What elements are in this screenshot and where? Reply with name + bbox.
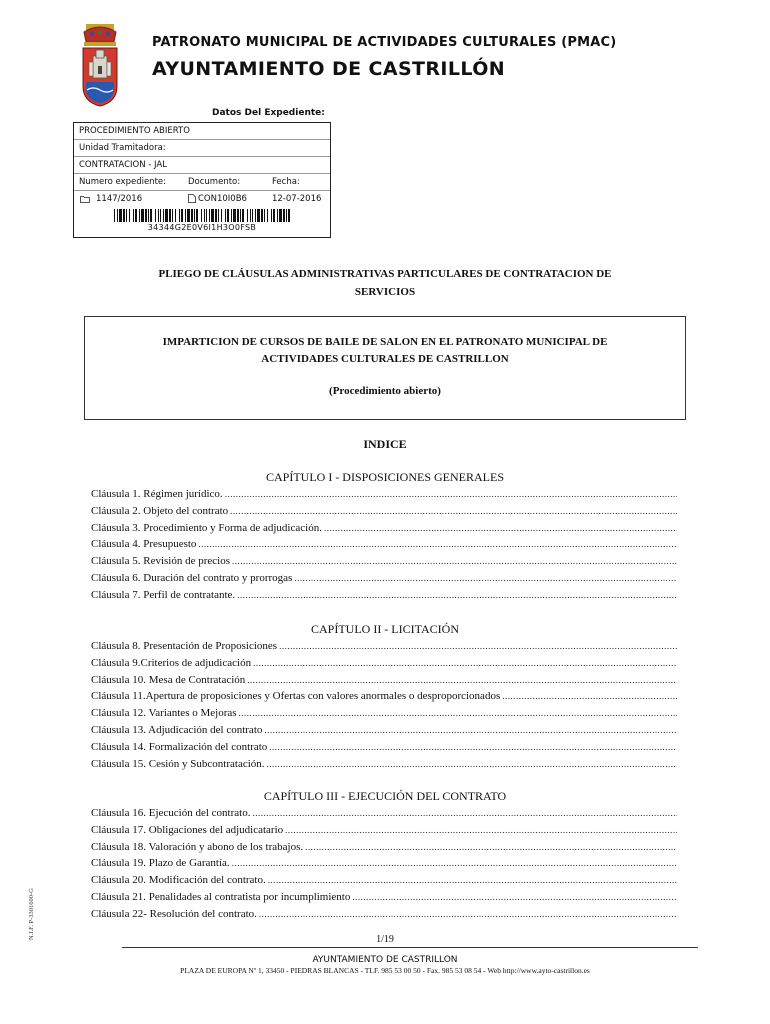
procedure-value: PROCEDIMIENTO ABIERTO (79, 126, 190, 136)
document-icon (188, 194, 196, 203)
barcode-bar (242, 209, 244, 222)
documento-value: CON10I0B6 (198, 194, 247, 204)
barcode (114, 209, 292, 222)
barcode-bar (279, 209, 282, 222)
chapter-2-title: CAPÍTULO II - LICITACIÓN (310, 622, 459, 636)
unit-label-row (74, 140, 330, 157)
page-number: 1/19 (376, 934, 394, 945)
barcode-bar (201, 209, 202, 222)
barcode-bar (129, 209, 130, 222)
barcode-bar (175, 209, 176, 222)
barcode-bar (158, 209, 159, 222)
barcode-bar (237, 209, 239, 222)
barcode-bar (218, 209, 219, 222)
document-title (95, 265, 675, 301)
barcode-bar (250, 209, 251, 222)
barcode-bar (172, 209, 173, 222)
chapter-3-list (91, 805, 677, 923)
barcode-bar (117, 209, 118, 222)
barcode-bar (194, 209, 195, 222)
barcode-bar (196, 209, 198, 222)
barcode-bar (233, 209, 236, 222)
toc-item: Cláusula 3. Procedimiento y Forma de adjudicación. ..... (91, 520, 677, 537)
barcode-bar (139, 209, 140, 222)
barcode-bar (163, 209, 164, 222)
barcode-bar (133, 209, 134, 222)
barcode-bar (150, 209, 152, 222)
barcode-bar (135, 209, 137, 222)
document-title-line-2: SERVICIOS (354, 286, 416, 298)
toc-item: Cláusula 7. Perfil de contratante. ..... (91, 587, 677, 604)
barcode-bar (271, 209, 272, 222)
toc-item: Cláusula 5. Revisión de precios ..... (91, 553, 677, 570)
documento-label: Documento: (188, 177, 241, 187)
nif-side-text (20, 880, 40, 940)
coat-of-arms-logo (78, 22, 122, 108)
columns-value-row (74, 191, 330, 207)
toc-item: Cláusula 1. Régimen jurídico. ..... (91, 486, 677, 503)
columns-label-row (74, 174, 330, 191)
num-expediente-value: 1147/2016 (96, 194, 143, 204)
barcode-bar (119, 209, 122, 222)
barcode-bar (126, 209, 127, 222)
barcode-bar (155, 209, 156, 222)
toc-item: Cláusula 12. Variantes o Mejoras ..... (91, 705, 677, 722)
toc-item: Cláusula 19. Plazo de Garantía. ..... (91, 855, 677, 872)
barcode-bar (187, 209, 190, 222)
barcode-bar (181, 209, 183, 222)
barcode-bar (141, 209, 144, 222)
unit-value-row (74, 157, 330, 174)
barcode-bar (209, 209, 210, 222)
subject-title-line-1: IMPARTICION DE CURSOS DE BAILE DE SALON EN EL PATRONATO MUNICIPAL DE (162, 336, 608, 348)
barcode-bar (148, 209, 149, 222)
expediente-box (73, 122, 331, 238)
toc-item: Cláusula 20. Modificación del contrato. ..... (91, 872, 677, 889)
barcode-bar (252, 209, 253, 222)
chapter-1-list (91, 486, 677, 604)
footer-divider (122, 947, 698, 948)
barcode-bar (227, 209, 229, 222)
subject-title (105, 334, 665, 368)
toc-item: Cláusula 10. Mesa de Contratación ..... (91, 672, 677, 689)
barcode-bar (179, 209, 180, 222)
fecha-label: Fecha: (272, 177, 300, 187)
barcode-bar (261, 209, 263, 222)
barcode-bar (264, 209, 265, 222)
toc-item: Cláusula 15. Cesión y Subcontratación. ..... (91, 756, 677, 773)
nif-text: N.I.F. P-3301600-G (28, 888, 35, 940)
barcode-bar (206, 209, 207, 222)
footer-address: PLAZA DE EUROPA Nº 1, 33450 - PIEDRAS BLANCAS - TLF. 985 53 00 50 - Fax. 985 53 08 54 - Web http://www.ayto-castrillon.es (180, 966, 590, 975)
toc-item: Cláusula 2. Objeto del contrato ..... (91, 503, 677, 520)
barcode-bar (247, 209, 248, 222)
barcode-bar (160, 209, 161, 222)
barcode-text: 34344G2E0V6I1H3O0FSB (147, 223, 257, 232)
barcode-bar (211, 209, 214, 222)
chapter-3-title: CAPÍTULO III - EJECUCIÓN DEL CONTRATO (263, 789, 507, 803)
fecha-value: 12-07-2016 (272, 194, 322, 204)
barcode-bar (185, 209, 186, 222)
chapter-1-title: CAPÍTULO I - DISPOSICIONES GENERALES (265, 470, 504, 484)
toc-item: Cláusula 9.Criterios de adjudicación ..... (91, 655, 677, 672)
barcode-bar (255, 209, 256, 222)
toc-item: Cláusula 11.Apertura de proposiciones y Ofertas con valores anormales o desproporcionados ..... (91, 688, 677, 705)
barcode-bar (288, 209, 290, 222)
footer-name: AYUNTAMIENTO DE CASTRILLON (312, 955, 458, 965)
folder-icon (80, 195, 90, 203)
index-title: INDICE (363, 437, 407, 451)
document-title-line-1: PLIEGO DE CLÁUSULAS ADMINISTRATIVAS PARTICULARES DE CONTRATACION DE (158, 268, 612, 280)
unit-label: Unidad Tramitadora: (79, 143, 166, 153)
barcode-bar (257, 209, 260, 222)
barcode-bar (204, 209, 205, 222)
num-expediente-label: Numero expediente: (79, 177, 167, 187)
subject-title-line-2: ACTIVIDADES CULTURALES DE CASTRILLON (261, 353, 509, 365)
org-title: PATRONATO MUNICIPAL DE ACTIVIDADES CULTURALES (PMAC) (152, 35, 617, 50)
toc-item: Cláusula 17. Obligaciones del adjudicatario ..... (91, 822, 677, 839)
toc-item: Cláusula 16. Ejecución del contrato. ..... (91, 805, 677, 822)
expediente-heading: Datos Del Expediente: (212, 108, 325, 118)
barcode-bar (283, 209, 285, 222)
council-title: AYUNTAMIENTO DE CASTRILLÓN (152, 58, 506, 80)
toc-item: Cláusula 13. Adjudicación del contrato ..... (91, 722, 677, 739)
barcode-bar (225, 209, 226, 222)
toc-item: Cláusula 8. Presentación de Proposiciones ..... (91, 638, 677, 655)
barcode-bar (267, 209, 268, 222)
procedure-row (74, 123, 330, 140)
barcode-bar (215, 209, 217, 222)
barcode-bar (240, 209, 241, 222)
unit-value: CONTRATACION - JAL (79, 160, 167, 170)
barcode-bar (286, 209, 287, 222)
barcode-bar (277, 209, 278, 222)
toc-item: Cláusula 14. Formalización del contrato ..... (91, 739, 677, 756)
toc-item: Cláusula 6. Duración del contrato y prorrogas ..... (91, 570, 677, 587)
toc-item: Cláusula 18. Valoración y abono de los trabajos. ..... (91, 839, 677, 856)
subject-box (84, 316, 686, 420)
barcode-bar (221, 209, 222, 222)
barcode-bar (273, 209, 275, 222)
barcode-bar (169, 209, 171, 222)
barcode-bar (145, 209, 147, 222)
toc-item: Cláusula 4. Presupuesto ..... (91, 536, 677, 553)
toc-item: Cláusula 22- Resolución del contrato. ..... (91, 906, 677, 923)
barcode-bar (191, 209, 193, 222)
barcode-bar (114, 209, 115, 222)
barcode-bar (231, 209, 232, 222)
chapter-2-list (91, 638, 677, 772)
toc-item: Cláusula 21. Penalidades al contratista por incumplimiento ..... (91, 889, 677, 906)
barcode-bar (165, 209, 168, 222)
subject-procedure: (Procedimiento abierto) (329, 385, 441, 397)
barcode-bar (123, 209, 125, 222)
